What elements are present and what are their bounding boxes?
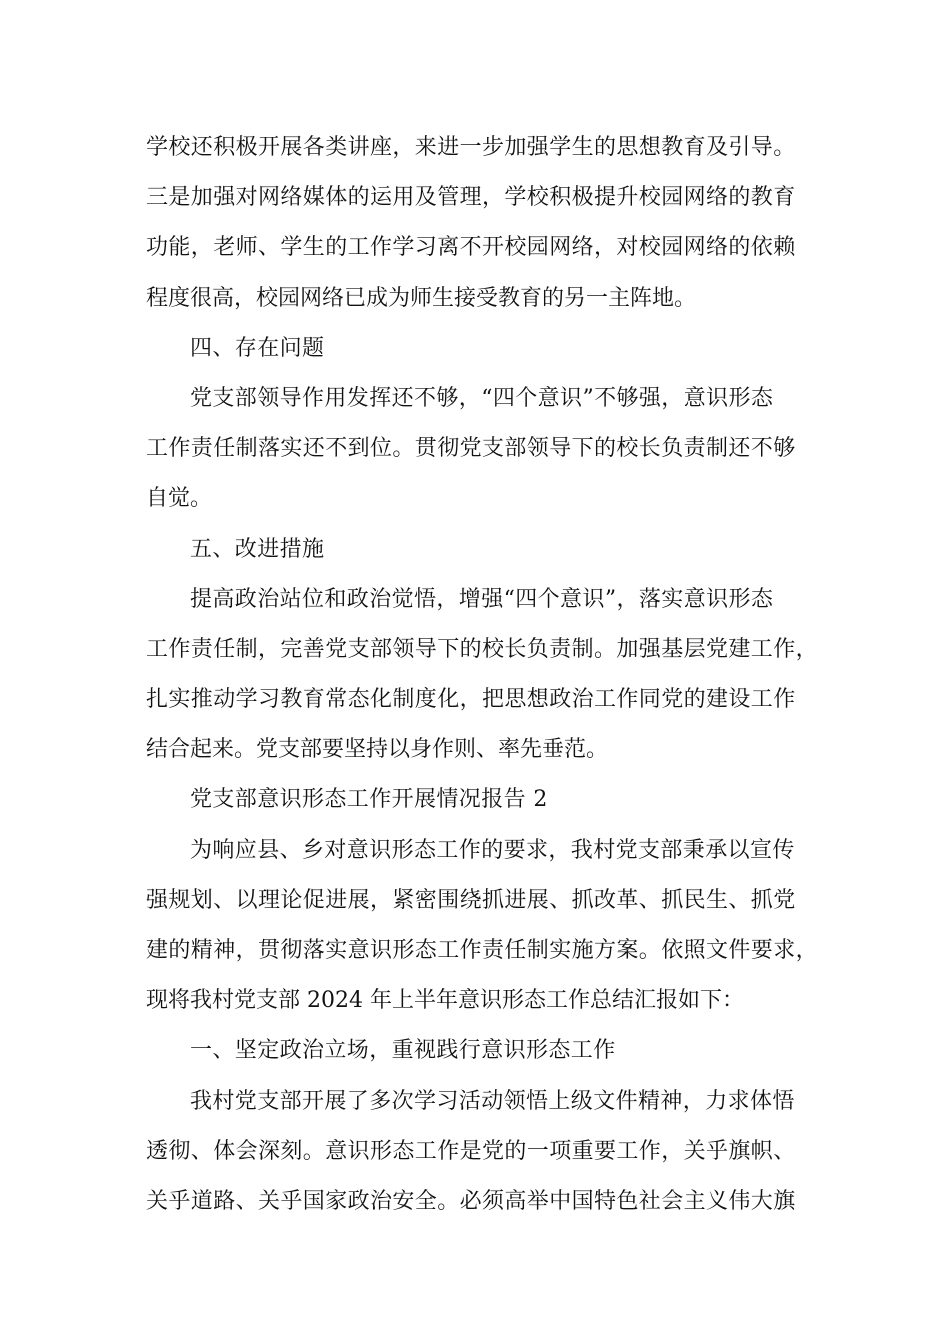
body-text-line: 学校还积极开展各类讲座，来进一步加强学生的思想教育及引导。 — [146, 135, 796, 160]
body-text-line: 现将我村党支部 2024 年上半年意识形态工作总结汇报如下： — [146, 988, 744, 1014]
body-text-line: 提高政治站位和政治觉悟，增强“四个意识”，落实意识形态 — [190, 586, 774, 612]
section-heading-problems: 四、存在问题 — [190, 335, 325, 361]
body-text-line: 自觉。 — [146, 486, 213, 512]
section-heading-political-stance: 一、坚定政治立场，重视践行意识形态工作 — [190, 1038, 616, 1064]
body-text-line: 党支部领导作用发挥还不够，“四个意识”不够强，意识形态 — [190, 385, 774, 411]
body-text-line: 透彻、体会深刻。意识形态工作是党的一项重要工作，关乎旗帜、 — [146, 1138, 796, 1164]
body-text-line: 程度很高，校园网络已成为师生接受教育的另一主阵地。 — [146, 285, 697, 311]
body-text-line: 结合起来。党支部要坚持以身作则、率先垂范。 — [146, 737, 609, 763]
body-text-line: 功能，老师、学生的工作学习离不开校园网络，对校园网络的依赖 — [146, 235, 796, 261]
body-text-line: 我村党支部开展了多次学习活动领悟上级文件精神，力求体悟 — [190, 1088, 795, 1114]
body-text-line: 三是加强对网络媒体的运用及管理，学校积极提升校园网络的教育 — [146, 185, 796, 211]
body-text-line: 工作责任制落实还不到位。贯彻党支部领导下的校长负责制还不够 — [146, 436, 796, 462]
section-heading-improvements: 五、改进措施 — [190, 536, 325, 562]
body-text-line: 建的精神，贯彻落实意识形态工作责任制实施方案。依照文件要求， — [146, 938, 819, 963]
body-text-line: 强规划、以理论促进展，紧密围绕抓进展、抓改革、抓民生、抓党 — [146, 887, 796, 913]
report-title: 党支部意识形态工作开展情况报告 2 — [190, 787, 548, 813]
body-text-line: 关乎道路、关乎国家政治安全。必须高举中国特色社会主义伟大旗 — [146, 1188, 796, 1214]
body-text-line: 扎实推动学习教育常态化制度化，把思想政治工作同党的建设工作 — [146, 687, 796, 713]
body-text-line: 为响应县、乡对意识形态工作的要求，我村党支部秉承以宣传 — [190, 837, 795, 863]
body-text-line: 工作责任制，完善党支部领导下的校长负责制。加强基层党建工作， — [146, 636, 819, 662]
document-body — [146, 128, 826, 1232]
